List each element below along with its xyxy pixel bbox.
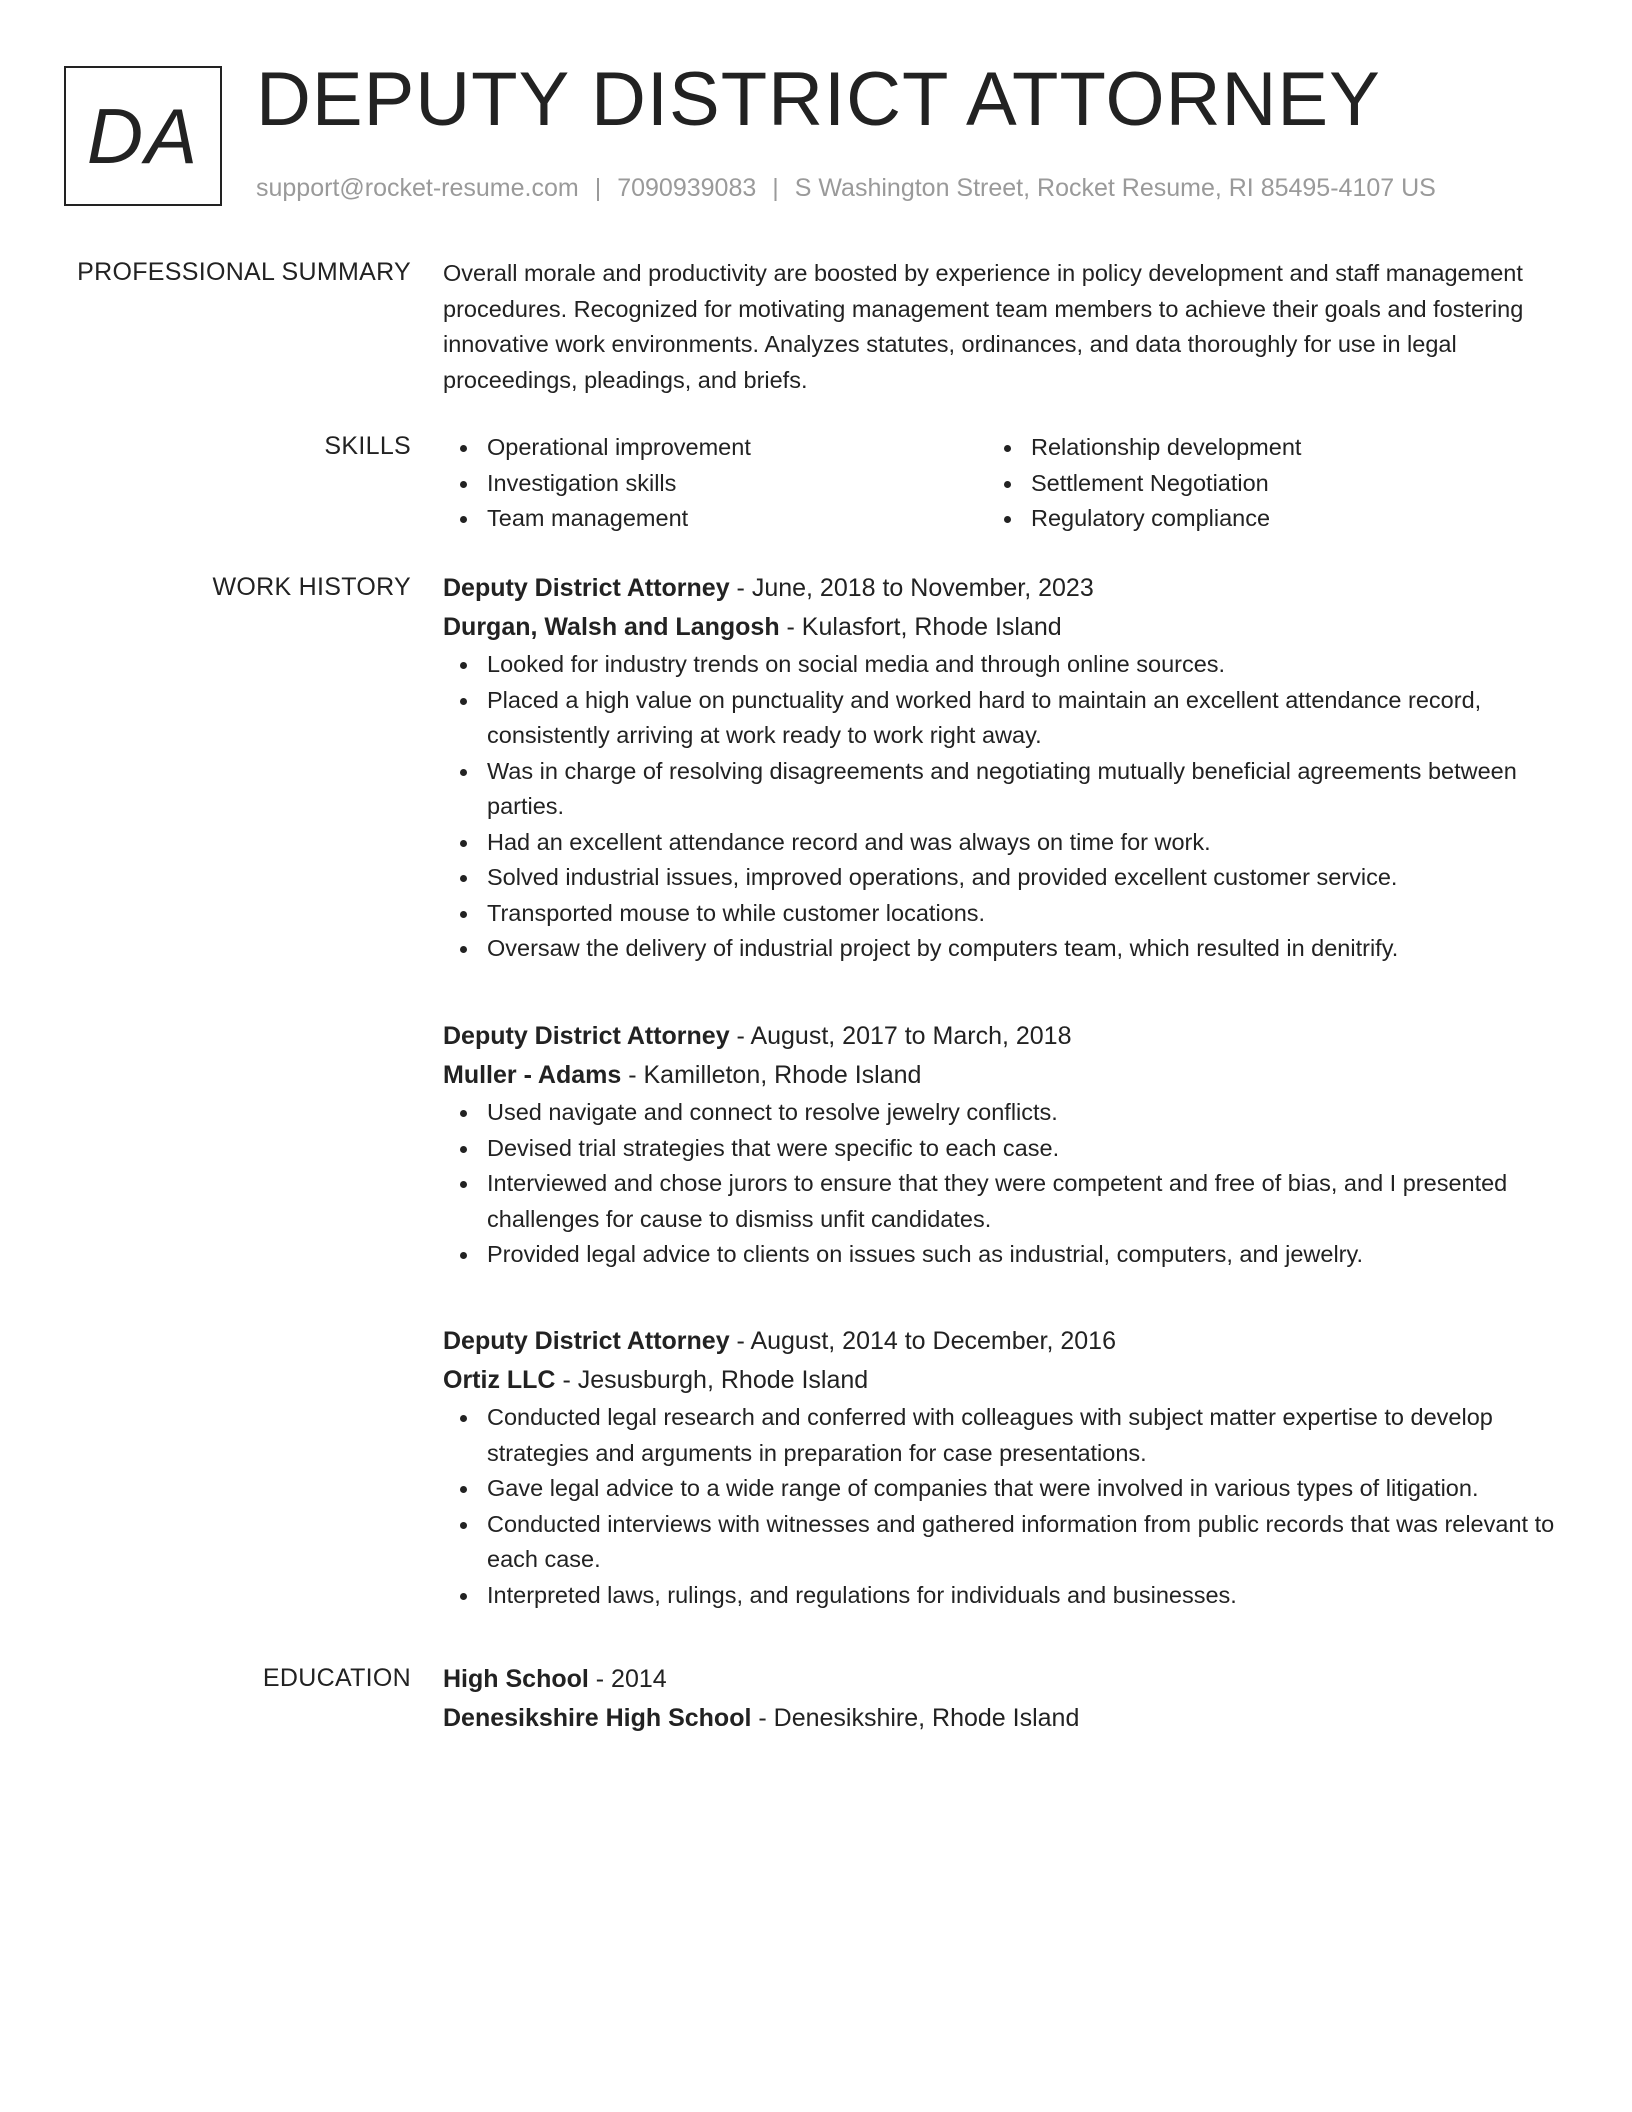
education-year: - 2014 [588, 1665, 667, 1693]
job-bullet: Conducted interviews with witnesses and gathered information from public records that was relevant to each case. [443, 1507, 1563, 1578]
education-degree-line [443, 1660, 1563, 1699]
job-bullet: Had an excellent attendance record and was always on time for work. [443, 825, 1563, 861]
contact-separator: | [594, 174, 602, 202]
job-bullet: Was in charge of resolving disagreements and negotiating mutually beneficial agreements between parties. [443, 754, 1563, 825]
summary-text: Overall morale and productivity are boosted by experience in policy development and staff management procedures. Recognized for motivating management team members to achieve their goals and fostering innovative work environments. Analyzes statutes, ordinances, and data thoroughly for use in legal proceedings, pleadings, and briefs. [443, 260, 1524, 393]
contact-email: support@rocket-resume.com [256, 174, 579, 202]
contact-address: S Washington Street, Rocket Resume, RI 85495-4107 US [794, 174, 1436, 202]
job-bullet: Interviewed and chose jurors to ensure that they were competent and free of bias, and I presented challenges for cause to dismiss unfit candidates. [443, 1166, 1563, 1237]
skill-item: Operational improvement [443, 430, 987, 466]
job-bullet: Transported mouse to while customer locations. [443, 896, 1563, 932]
resume-title: DEPUTY DISTRICT ATTORNEY [256, 57, 1381, 142]
job-title-line [443, 569, 1563, 608]
job-bullet: Placed a high value on punctuality and worked hard to maintain an excellent attendance record, consistently arriving at work ready to work right away. [443, 683, 1563, 754]
education-location: - Denesikshire, Rhode Island [751, 1704, 1080, 1732]
job-bullet: Gave legal advice to a wide range of companies that were involved in various types of litigation. [443, 1471, 1563, 1507]
job-title-line [443, 1322, 1563, 1361]
skill-item: Settlement Negotiation [987, 466, 1531, 502]
skill-item: Regulatory compliance [987, 501, 1531, 537]
monogram-box [64, 66, 222, 206]
section-label-work: WORK HISTORY [212, 573, 411, 601]
job-company: Muller - Adams [443, 1061, 622, 1089]
job-dates: - June, 2018 to November, 2023 [729, 574, 1094, 602]
education-section [443, 1660, 1563, 1738]
job-bullets [443, 1400, 1563, 1613]
education-degree: High School [443, 1665, 589, 1693]
job-location: - Jesusburgh, Rhode Island [555, 1366, 869, 1394]
job-title: Deputy District Attorney [443, 1327, 730, 1355]
job-dates: - August, 2014 to December, 2016 [729, 1327, 1116, 1355]
job-company: Durgan, Walsh and Langosh [443, 613, 780, 641]
job-bullet: Conducted legal research and conferred with colleagues with subject matter expertise to develop strategies and arguments in preparation for case presentations. [443, 1400, 1563, 1471]
job-bullets [443, 647, 1563, 967]
skills-list-left [443, 430, 987, 537]
job-company-line [443, 1056, 1563, 1095]
skill-item: Investigation skills [443, 466, 987, 502]
job-location: - Kulasfort, Rhode Island [779, 613, 1062, 641]
section-label-skills: SKILLS [324, 432, 411, 460]
skill-item: Team management [443, 501, 987, 537]
contact-line [256, 174, 1436, 203]
job-bullet: Used navigate and connect to resolve jewelry conflicts. [443, 1095, 1563, 1131]
summary-section [443, 256, 1563, 398]
job-dates: - August, 2017 to March, 2018 [729, 1022, 1072, 1050]
section-label-summary: PROFESSIONAL SUMMARY [77, 258, 411, 286]
job-entry [443, 1017, 1563, 1273]
contact-phone: 7090939083 [617, 174, 757, 202]
skills-section [443, 430, 1563, 537]
skills-list-right [987, 430, 1531, 537]
job-bullet: Interpreted laws, rulings, and regulations for individuals and businesses. [443, 1578, 1563, 1614]
skills-grid [443, 430, 1563, 537]
job-bullet: Provided legal advice to clients on issues such as industrial, computers, and jewelry. [443, 1237, 1563, 1273]
job-location: - Kamilleton, Rhode Island [621, 1061, 922, 1089]
job-bullet: Devised trial strategies that were specific to each case. [443, 1131, 1563, 1167]
section-label-education: EDUCATION [262, 1664, 411, 1692]
job-title: Deputy District Attorney [443, 574, 730, 602]
job-company: Ortiz LLC [443, 1366, 556, 1394]
job-title: Deputy District Attorney [443, 1022, 730, 1050]
job-company-line [443, 1361, 1563, 1400]
job-bullets [443, 1095, 1563, 1273]
job-company-line [443, 608, 1563, 647]
job-title-line [443, 1017, 1563, 1056]
job-bullet: Oversaw the delivery of industrial project by computers team, which resulted in denitrify. [443, 931, 1563, 967]
job-entry [443, 1322, 1563, 1613]
education-school-line [443, 1699, 1563, 1738]
contact-separator: | [772, 174, 779, 202]
education-school: Denesikshire High School [443, 1704, 752, 1732]
job-entry [443, 569, 1563, 967]
job-bullet: Solved industrial issues, improved operations, and provided excellent customer service. [443, 860, 1563, 896]
job-bullet: Looked for industry trends on social media and through online sources. [443, 647, 1563, 683]
skill-item: Relationship development [987, 430, 1531, 466]
monogram-initials: DA [86, 91, 200, 180]
